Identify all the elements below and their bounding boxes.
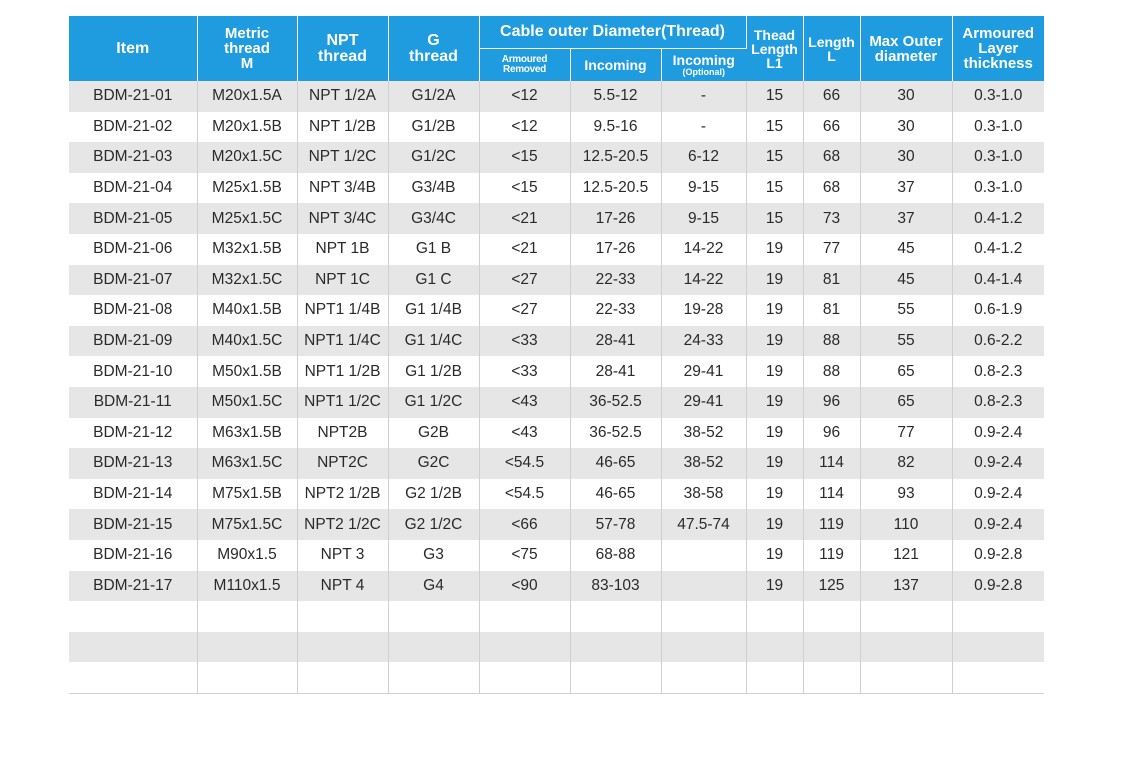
cell-g-thread: G1 1/4C: [388, 326, 479, 357]
cell-armoured-layer-thickness: 0.4-1.4: [952, 265, 1044, 296]
cell-length: 119: [803, 540, 860, 571]
cell-thead-length: 19: [746, 448, 803, 479]
cell-length: 73: [803, 203, 860, 234]
cell-npt-thread: NPT 1/2A: [297, 81, 388, 112]
header-cable-outer-diameter: Cable outer Diameter(Thread): [479, 16, 746, 48]
table-row: [69, 203, 1044, 234]
table-body: [69, 81, 1044, 693]
cell-incoming-optional: [661, 571, 746, 602]
cell-item: BDM-21-06: [69, 234, 197, 265]
cell-armoured-layer-thickness: [952, 662, 1044, 693]
cell-thead-length: [746, 632, 803, 663]
cell-npt-thread: NPT1 1/2C: [297, 387, 388, 418]
cell-npt-thread: NPT1 1/4B: [297, 295, 388, 326]
cell-max-outer-diameter: 45: [860, 234, 952, 265]
cell-item: BDM-21-14: [69, 479, 197, 510]
cell-item: BDM-21-10: [69, 356, 197, 387]
cell-armoured-layer-thickness: 0.4-1.2: [952, 234, 1044, 265]
cell-thead-length: 15: [746, 173, 803, 204]
cell-g-thread: G1 1/2C: [388, 387, 479, 418]
table-row: [69, 173, 1044, 204]
cell-length: [803, 601, 860, 632]
cell-item: BDM-21-04: [69, 173, 197, 204]
table-row: [69, 662, 1044, 693]
cell-g-thread: G1/2C: [388, 142, 479, 173]
cell-incoming-optional: 9-15: [661, 203, 746, 234]
cell-incoming: 28-41: [570, 356, 661, 387]
header-thead-length: Thead Length L1: [746, 16, 803, 81]
header-incoming: Incoming: [570, 48, 661, 81]
cell-g-thread: G2 1/2B: [388, 479, 479, 510]
cell-metric-thread: M25x1.5C: [197, 203, 297, 234]
cell-max-outer-diameter: [860, 632, 952, 663]
cell-metric-thread: M50x1.5B: [197, 356, 297, 387]
cell-npt-thread: NPT 4: [297, 571, 388, 602]
cell-thead-length: 15: [746, 203, 803, 234]
cell-armoured-removed: <15: [479, 142, 570, 173]
cell-incoming-optional: -: [661, 112, 746, 143]
table-row: [69, 418, 1044, 449]
table-row: [69, 479, 1044, 510]
cell-metric-thread: M32x1.5B: [197, 234, 297, 265]
cell-npt-thread: NPT 1/2C: [297, 142, 388, 173]
cell-length: 81: [803, 295, 860, 326]
cell-thead-length: 15: [746, 81, 803, 112]
cell-armoured-layer-thickness: 0.3-1.0: [952, 112, 1044, 143]
table-row: [69, 571, 1044, 602]
cell-metric-thread: M32x1.5C: [197, 265, 297, 296]
table-row: [69, 265, 1044, 296]
cell-armoured-removed: <27: [479, 265, 570, 296]
cell-metric-thread: M50x1.5C: [197, 387, 297, 418]
cell-metric-thread: [197, 662, 297, 693]
cell-armoured-layer-thickness: 0.4-1.2: [952, 203, 1044, 234]
cell-g-thread: G2C: [388, 448, 479, 479]
header-incoming-optional: Incoming (Optional): [661, 48, 746, 81]
header-metric-thread: Metric thread M: [197, 16, 297, 81]
cell-incoming-optional: [661, 662, 746, 693]
cell-armoured-removed: [479, 632, 570, 663]
cell-npt-thread: NPT2B: [297, 418, 388, 449]
cell-armoured-layer-thickness: 0.9-2.4: [952, 509, 1044, 540]
cell-incoming-optional: 14-22: [661, 265, 746, 296]
cell-armoured-removed: <12: [479, 112, 570, 143]
table-row: [69, 509, 1044, 540]
cell-npt-thread: NPT 1C: [297, 265, 388, 296]
cell-item: [69, 632, 197, 663]
cell-armoured-removed: <54.5: [479, 479, 570, 510]
cell-length: 66: [803, 81, 860, 112]
cell-incoming: 12.5-20.5: [570, 142, 661, 173]
cell-incoming: [570, 662, 661, 693]
cell-length: 119: [803, 509, 860, 540]
cell-armoured-layer-thickness: 0.3-1.0: [952, 173, 1044, 204]
cell-incoming-optional: 29-41: [661, 387, 746, 418]
cell-armoured-layer-thickness: 0.8-2.3: [952, 356, 1044, 387]
cell-incoming: [570, 601, 661, 632]
cell-length: 114: [803, 448, 860, 479]
cell-g-thread: [388, 601, 479, 632]
cell-armoured-removed: <15: [479, 173, 570, 204]
cell-thead-length: 19: [746, 387, 803, 418]
cell-armoured-removed: <75: [479, 540, 570, 571]
cell-g-thread: G2B: [388, 418, 479, 449]
cell-npt-thread: NPT 3/4C: [297, 203, 388, 234]
cell-item: BDM-21-05: [69, 203, 197, 234]
cell-armoured-layer-thickness: 0.9-2.4: [952, 479, 1044, 510]
cell-incoming-optional: 38-52: [661, 418, 746, 449]
cell-incoming-optional: 38-58: [661, 479, 746, 510]
cell-incoming: 36-52.5: [570, 387, 661, 418]
cell-armoured-removed: <12: [479, 81, 570, 112]
table-row: [69, 356, 1044, 387]
cell-incoming: 17-26: [570, 203, 661, 234]
cell-thead-length: [746, 662, 803, 693]
cell-armoured-layer-thickness: [952, 601, 1044, 632]
cell-length: 81: [803, 265, 860, 296]
cell-armoured-layer-thickness: 0.9-2.8: [952, 540, 1044, 571]
cell-max-outer-diameter: 30: [860, 81, 952, 112]
cell-incoming-optional: 19-28: [661, 295, 746, 326]
cell-max-outer-diameter: 30: [860, 142, 952, 173]
cell-metric-thread: M40x1.5B: [197, 295, 297, 326]
cell-metric-thread: M75x1.5C: [197, 509, 297, 540]
cell-incoming-optional: 47.5-74: [661, 509, 746, 540]
cell-g-thread: G2 1/2C: [388, 509, 479, 540]
cell-g-thread: G3: [388, 540, 479, 571]
cell-length: 68: [803, 173, 860, 204]
cell-max-outer-diameter: [860, 662, 952, 693]
cell-incoming: 22-33: [570, 295, 661, 326]
table-row: [69, 112, 1044, 143]
table-row: [69, 448, 1044, 479]
cell-thead-length: 19: [746, 479, 803, 510]
cell-length: 77: [803, 234, 860, 265]
cell-incoming: 28-41: [570, 326, 661, 357]
table-row: [69, 387, 1044, 418]
cell-incoming: 9.5-16: [570, 112, 661, 143]
cell-armoured-layer-thickness: [952, 632, 1044, 663]
spec-table: [69, 16, 1044, 694]
table-row: [69, 632, 1044, 663]
cell-armoured-removed: <90: [479, 571, 570, 602]
cell-max-outer-diameter: 37: [860, 203, 952, 234]
cell-metric-thread: M63x1.5B: [197, 418, 297, 449]
header-length: Length L: [803, 16, 860, 81]
table-row: [69, 234, 1044, 265]
cell-item: BDM-21-17: [69, 571, 197, 602]
cell-armoured-layer-thickness: 0.9-2.4: [952, 418, 1044, 449]
cell-incoming: 57-78: [570, 509, 661, 540]
cell-incoming: 46-65: [570, 448, 661, 479]
cell-armoured-removed: <21: [479, 203, 570, 234]
cell-incoming: 17-26: [570, 234, 661, 265]
cell-length: 96: [803, 387, 860, 418]
cell-npt-thread: NPT2C: [297, 448, 388, 479]
cell-npt-thread: NPT 1B: [297, 234, 388, 265]
cell-incoming: 83-103: [570, 571, 661, 602]
cell-thead-length: 19: [746, 356, 803, 387]
cell-item: BDM-21-13: [69, 448, 197, 479]
cell-max-outer-diameter: 121: [860, 540, 952, 571]
cell-metric-thread: [197, 632, 297, 663]
cell-g-thread: G1/2A: [388, 81, 479, 112]
cell-length: [803, 632, 860, 663]
cell-item: BDM-21-01: [69, 81, 197, 112]
cell-max-outer-diameter: 93: [860, 479, 952, 510]
cell-npt-thread: [297, 632, 388, 663]
cell-armoured-removed: [479, 662, 570, 693]
cell-armoured-layer-thickness: 0.9-2.8: [952, 571, 1044, 602]
cell-item: BDM-21-03: [69, 142, 197, 173]
cell-metric-thread: M20x1.5A: [197, 81, 297, 112]
table-row: [69, 540, 1044, 571]
cell-npt-thread: NPT2 1/2B: [297, 479, 388, 510]
cell-incoming-optional: 29-41: [661, 356, 746, 387]
cell-armoured-layer-thickness: 0.8-2.3: [952, 387, 1044, 418]
cell-g-thread: G1 1/4B: [388, 295, 479, 326]
cell-armoured-layer-thickness: 0.6-2.2: [952, 326, 1044, 357]
cell-incoming-optional: 24-33: [661, 326, 746, 357]
cell-armoured-removed: [479, 601, 570, 632]
cell-thead-length: 19: [746, 571, 803, 602]
cell-max-outer-diameter: 137: [860, 571, 952, 602]
cell-metric-thread: M63x1.5C: [197, 448, 297, 479]
cell-incoming-optional: [661, 632, 746, 663]
cell-npt-thread: [297, 662, 388, 693]
cell-length: 66: [803, 112, 860, 143]
cell-metric-thread: M40x1.5C: [197, 326, 297, 357]
table-row: [69, 142, 1044, 173]
cell-max-outer-diameter: 77: [860, 418, 952, 449]
cell-armoured-layer-thickness: 0.3-1.0: [952, 142, 1044, 173]
cell-npt-thread: NPT 1/2B: [297, 112, 388, 143]
table-row: [69, 81, 1044, 112]
cell-max-outer-diameter: 30: [860, 112, 952, 143]
cell-max-outer-diameter: [860, 601, 952, 632]
cell-item: [69, 601, 197, 632]
cell-g-thread: G1 B: [388, 234, 479, 265]
cell-g-thread: G1 C: [388, 265, 479, 296]
cell-npt-thread: NPT1 1/2B: [297, 356, 388, 387]
cell-g-thread: G3/4B: [388, 173, 479, 204]
cell-thead-length: 19: [746, 265, 803, 296]
cell-incoming-optional: [661, 601, 746, 632]
cell-npt-thread: [297, 601, 388, 632]
header-armoured-layer-thickness: Armoured Layer thickness: [952, 16, 1044, 81]
header-armoured-removed: Armoured Removed: [479, 48, 570, 81]
cell-metric-thread: M20x1.5C: [197, 142, 297, 173]
cell-incoming: 36-52.5: [570, 418, 661, 449]
cell-item: BDM-21-09: [69, 326, 197, 357]
cell-g-thread: G3/4C: [388, 203, 479, 234]
cell-item: BDM-21-08: [69, 295, 197, 326]
cell-max-outer-diameter: 65: [860, 387, 952, 418]
cell-thead-length: 15: [746, 142, 803, 173]
cell-npt-thread: NPT2 1/2C: [297, 509, 388, 540]
cell-max-outer-diameter: 65: [860, 356, 952, 387]
cell-armoured-removed: <43: [479, 418, 570, 449]
cell-metric-thread: M20x1.5B: [197, 112, 297, 143]
table-row: [69, 601, 1044, 632]
cell-metric-thread: M75x1.5B: [197, 479, 297, 510]
cell-max-outer-diameter: 82: [860, 448, 952, 479]
cell-max-outer-diameter: 55: [860, 295, 952, 326]
cell-incoming-optional: 9-15: [661, 173, 746, 204]
cell-incoming-optional: 14-22: [661, 234, 746, 265]
cell-length: [803, 662, 860, 693]
cell-armoured-layer-thickness: 0.3-1.0: [952, 81, 1044, 112]
cell-item: [69, 662, 197, 693]
cell-thead-length: 19: [746, 540, 803, 571]
cell-item: BDM-21-16: [69, 540, 197, 571]
cell-incoming: 22-33: [570, 265, 661, 296]
cell-thead-length: [746, 601, 803, 632]
cell-incoming: 12.5-20.5: [570, 173, 661, 204]
cell-item: BDM-21-15: [69, 509, 197, 540]
header-max-outer-diameter: Max Outer diameter: [860, 16, 952, 81]
cell-thead-length: 19: [746, 509, 803, 540]
cell-armoured-removed: <21: [479, 234, 570, 265]
cell-item: BDM-21-11: [69, 387, 197, 418]
cell-g-thread: [388, 662, 479, 693]
cell-thead-length: 19: [746, 418, 803, 449]
cell-thead-length: 19: [746, 234, 803, 265]
cell-incoming: 46-65: [570, 479, 661, 510]
cell-max-outer-diameter: 37: [860, 173, 952, 204]
cell-incoming: 68-88: [570, 540, 661, 571]
header-g-thread: G thread: [388, 16, 479, 81]
cell-g-thread: [388, 632, 479, 663]
cell-armoured-layer-thickness: 0.9-2.4: [952, 448, 1044, 479]
cell-max-outer-diameter: 45: [860, 265, 952, 296]
cell-length: 68: [803, 142, 860, 173]
cell-armoured-removed: <66: [479, 509, 570, 540]
cell-metric-thread: M90x1.5: [197, 540, 297, 571]
cell-item: BDM-21-12: [69, 418, 197, 449]
cell-g-thread: G1/2B: [388, 112, 479, 143]
cell-armoured-removed: <43: [479, 387, 570, 418]
cell-npt-thread: NPT 3: [297, 540, 388, 571]
cell-incoming-optional: 6-12: [661, 142, 746, 173]
cell-npt-thread: NPT1 1/4C: [297, 326, 388, 357]
cell-armoured-removed: <33: [479, 326, 570, 357]
cell-max-outer-diameter: 110: [860, 509, 952, 540]
cell-incoming-optional: [661, 540, 746, 571]
cell-armoured-removed: <54.5: [479, 448, 570, 479]
cell-incoming: 5.5-12: [570, 81, 661, 112]
cell-thead-length: 19: [746, 295, 803, 326]
cell-g-thread: G4: [388, 571, 479, 602]
cell-incoming: [570, 632, 661, 663]
table-row: [69, 326, 1044, 357]
cell-metric-thread: M25x1.5B: [197, 173, 297, 204]
cell-incoming-optional: 38-52: [661, 448, 746, 479]
header-item: Item: [69, 16, 197, 81]
cell-g-thread: G1 1/2B: [388, 356, 479, 387]
cell-length: 125: [803, 571, 860, 602]
cell-item: BDM-21-02: [69, 112, 197, 143]
cell-length: 114: [803, 479, 860, 510]
cell-thead-length: 19: [746, 326, 803, 357]
cell-npt-thread: NPT 3/4B: [297, 173, 388, 204]
cell-metric-thread: M110x1.5: [197, 571, 297, 602]
cell-metric-thread: [197, 601, 297, 632]
cell-length: 88: [803, 356, 860, 387]
cell-armoured-removed: <33: [479, 356, 570, 387]
cell-max-outer-diameter: 55: [860, 326, 952, 357]
cell-armoured-removed: <27: [479, 295, 570, 326]
cell-armoured-layer-thickness: 0.6-1.9: [952, 295, 1044, 326]
header-npt-thread: NPT thread: [297, 16, 388, 81]
cell-thead-length: 15: [746, 112, 803, 143]
cell-length: 88: [803, 326, 860, 357]
cell-item: BDM-21-07: [69, 265, 197, 296]
table-row: [69, 295, 1044, 326]
cell-incoming-optional: -: [661, 81, 746, 112]
cell-length: 96: [803, 418, 860, 449]
